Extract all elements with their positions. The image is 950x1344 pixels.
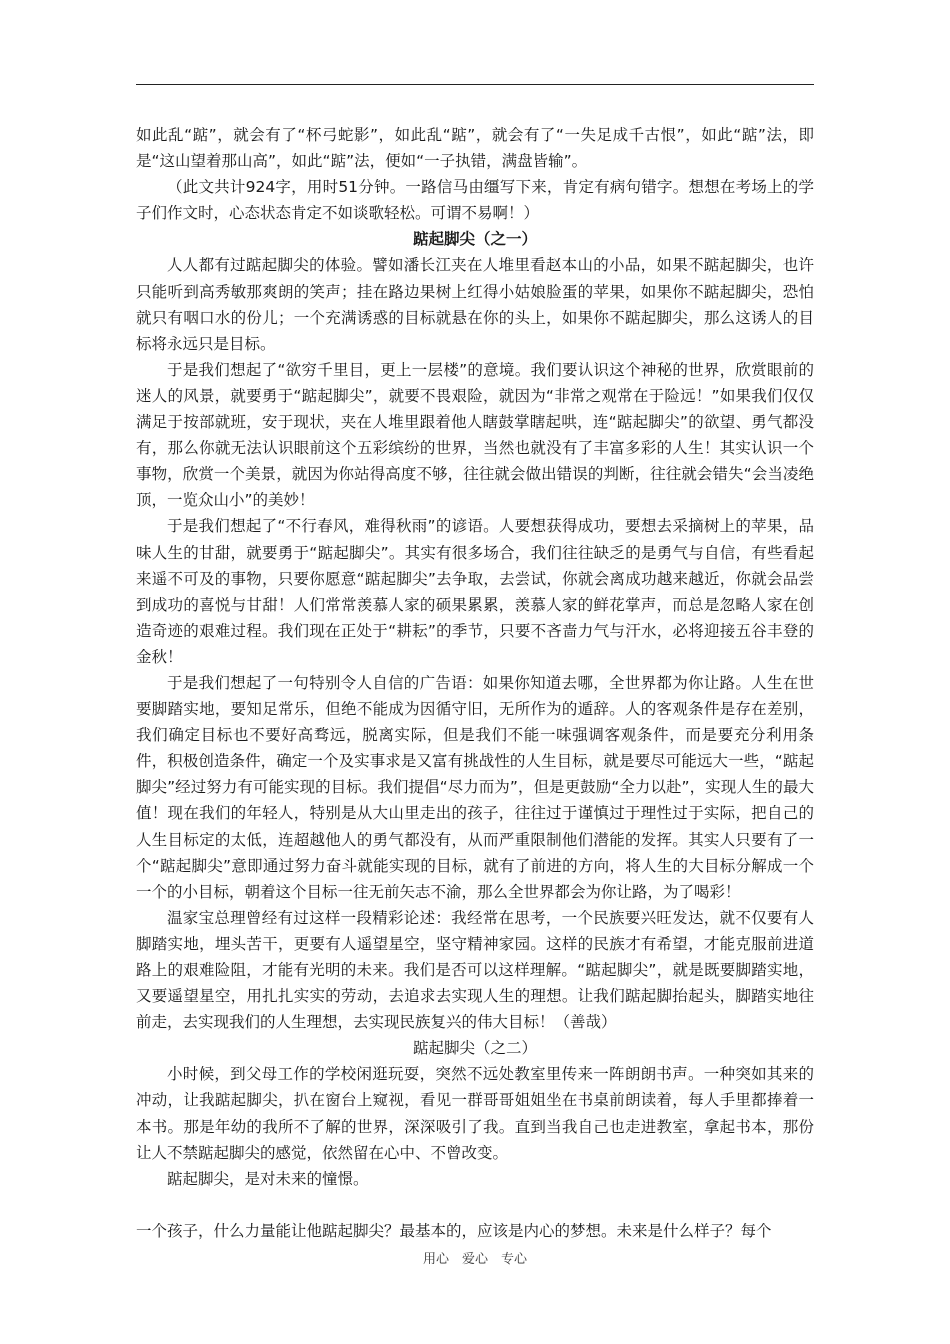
paragraph: 人人都有过踮起脚尖的体验。譬如潘长江夹在人堆里看赵本山的小品，如果不踮起脚尖，也许只能听到高秀敏那爽朗的笑声；挂在路边果树上红得小姑娘脸蛋的苹果，如果你不踮起脚尖，恐怕就只有咽口水的份儿；一个充满诱惑的目标就悬在你的头上，如果你不踮起脚尖，那么这诱人的目标将永远只是目标。	[136, 256, 814, 353]
paragraph: 温家宝总理曾经有过这样一段精彩论述：我经常在思考，一个民族要兴旺发达，就不仅要有人脚踏实地，埋头苦干，更要有人遥望星空，坚守精神家园。这样的民族才有希望，才能克服前进道路上的艰难险阻，才能有光明的未来。我们是否可以这样理解。“踮起脚尖”，就是既要脚踏实地，又要遥望星空，用扎扎实实的劳动，去追求去实现人生的理想。让我们踮起脚抬起头，脚踏实地往前走，去实现我们的人生理想，去实现民族复兴的伟大目标！（善哉）	[136, 908, 814, 1032]
paragraph-continuation: 如此乱“踮”，就会有了“杯弓蛇影”，如此乱“踮”，就会有了“一失足成千古恨”，如此“踮”法，即是“这山望着那山高”，如此“踮”法，便如“一子执错，满盘皆输”。	[136, 126, 814, 171]
page-footer: 用心 爱心 专心	[422, 1252, 527, 1267]
article-body	[136, 122, 814, 1244]
paragraph: 于是我们想起了“不行春风，难得秋雨”的谚语。人要想获得成功，要想去采摘树上的苹果，品味人生的甘甜，就要勇于“踮起脚尖”。其实有很多场合，我们往往缺乏的是勇气与自信，有些看起来遥不可及的事物，只要你愿意“踮起脚尖”去争取，去尝试，你就会离成功越来越近，你就会品尝到成功的喜悦与甘甜！人们常常羡慕人家的硕果累累，羡慕人家的鲜花掌声，而总是忽略人家在创造奇迹的艰难过程。我们现在正处于“耕耘”的季节，只要不吝啬力气与汗水，必将迎接五谷丰登的金秋！	[136, 517, 814, 666]
essay-title-1: 踮起脚尖（之一）	[412, 230, 537, 249]
author-note: （此文共计924字，用时51分钟。一路信马由缰写下来，肯定有病句错字。想想在考场上的学子们作文时，心态状态肯定不如谈歌轻松。可谓不易啊！）	[136, 178, 814, 223]
blank-line	[136, 1192, 814, 1218]
paragraph: 小时候，到父母工作的学校闲逛玩耍，突然不远处教室里传来一阵朗朗书声。一种突如其来的冲动，让我踮起脚尖，扒在窗台上窥视，看见一群哥哥姐姐坐在书桌前朗读着，每人手里都捧着一本书。那是年幼的我所不了解的世界，深深吸引了我。直到当我自己也走进教室，拿起书本，那份让人不禁踮起脚尖的感觉，依然留在心中、不曾改变。	[136, 1065, 814, 1162]
essay-title-2: 踮起脚尖（之二）	[412, 1039, 537, 1058]
header-rule	[136, 84, 814, 85]
paragraph: 踮起脚尖，是对未来的憧憬。	[167, 1169, 369, 1188]
paragraph: 一个孩子，什么力量能让他踮起脚尖？最基本的，应该是内心的梦想。未来是什么样子？每个	[136, 1221, 772, 1240]
paragraph: 于是我们想起了“欲穷千里目，更上一层楼”的意境。我们要认识这个神秘的世界，欣赏眼前的迷人的风景，就要勇于“踮起脚尖”，就要不畏艰险，就因为“非常之观常在于险远！”如果我们仅仅满足于按部就班，安于现状，夹在人堆里跟着他人瞎鼓掌瞎起哄，连“踮起脚尖”的欲望、勇气都没有，那么你就无法认识眼前这个五彩缤纷的世界，当然也就没有了丰富多彩的人生！其实认识一个事物，欣赏一个美景，就因为你站得高度不够，往往就会做出错误的判断，往往就会错失“会当凌绝顶，一览众山小”的美妙！	[136, 360, 814, 510]
paragraph: 于是我们想起了一句特别令人自信的广告语：如果你知道去哪，全世界都为你让路。人生在世要脚踏实地，要知足常乐，但绝不能成为因循守旧，无所作为的遁辞。人的客观条件是存在差别，我们确定目标也不要好高骛远，脱离实际，但是我们不能一味强调客观条件，而是要充分利用条件，积极创造条件，确定一个及实事求是又富有挑战性的人生目标，就是要尽可能远大一些，“踮起脚尖”经过努力有可能实现的目标。我们提倡“尽力而为”，但是更鼓励“全力以赴”，实现人生的最大值！现在我们的年轻人，特别是从大山里走出的孩子，往往过于谨慎过于理性过于实际，把自己的人生目标定的太低，连超越他人的勇气都没有，从而严重限制他们潜能的发挥。其实人只要有了一个“踮起脚尖”意即通过努力奋斗就能实现的目标，就有了前进的方向，将人生的大目标分解成一个一个的小目标，朝着这个目标一往无前矢志不渝，那么全世界都会为你让路，为了喝彩！	[136, 673, 814, 901]
